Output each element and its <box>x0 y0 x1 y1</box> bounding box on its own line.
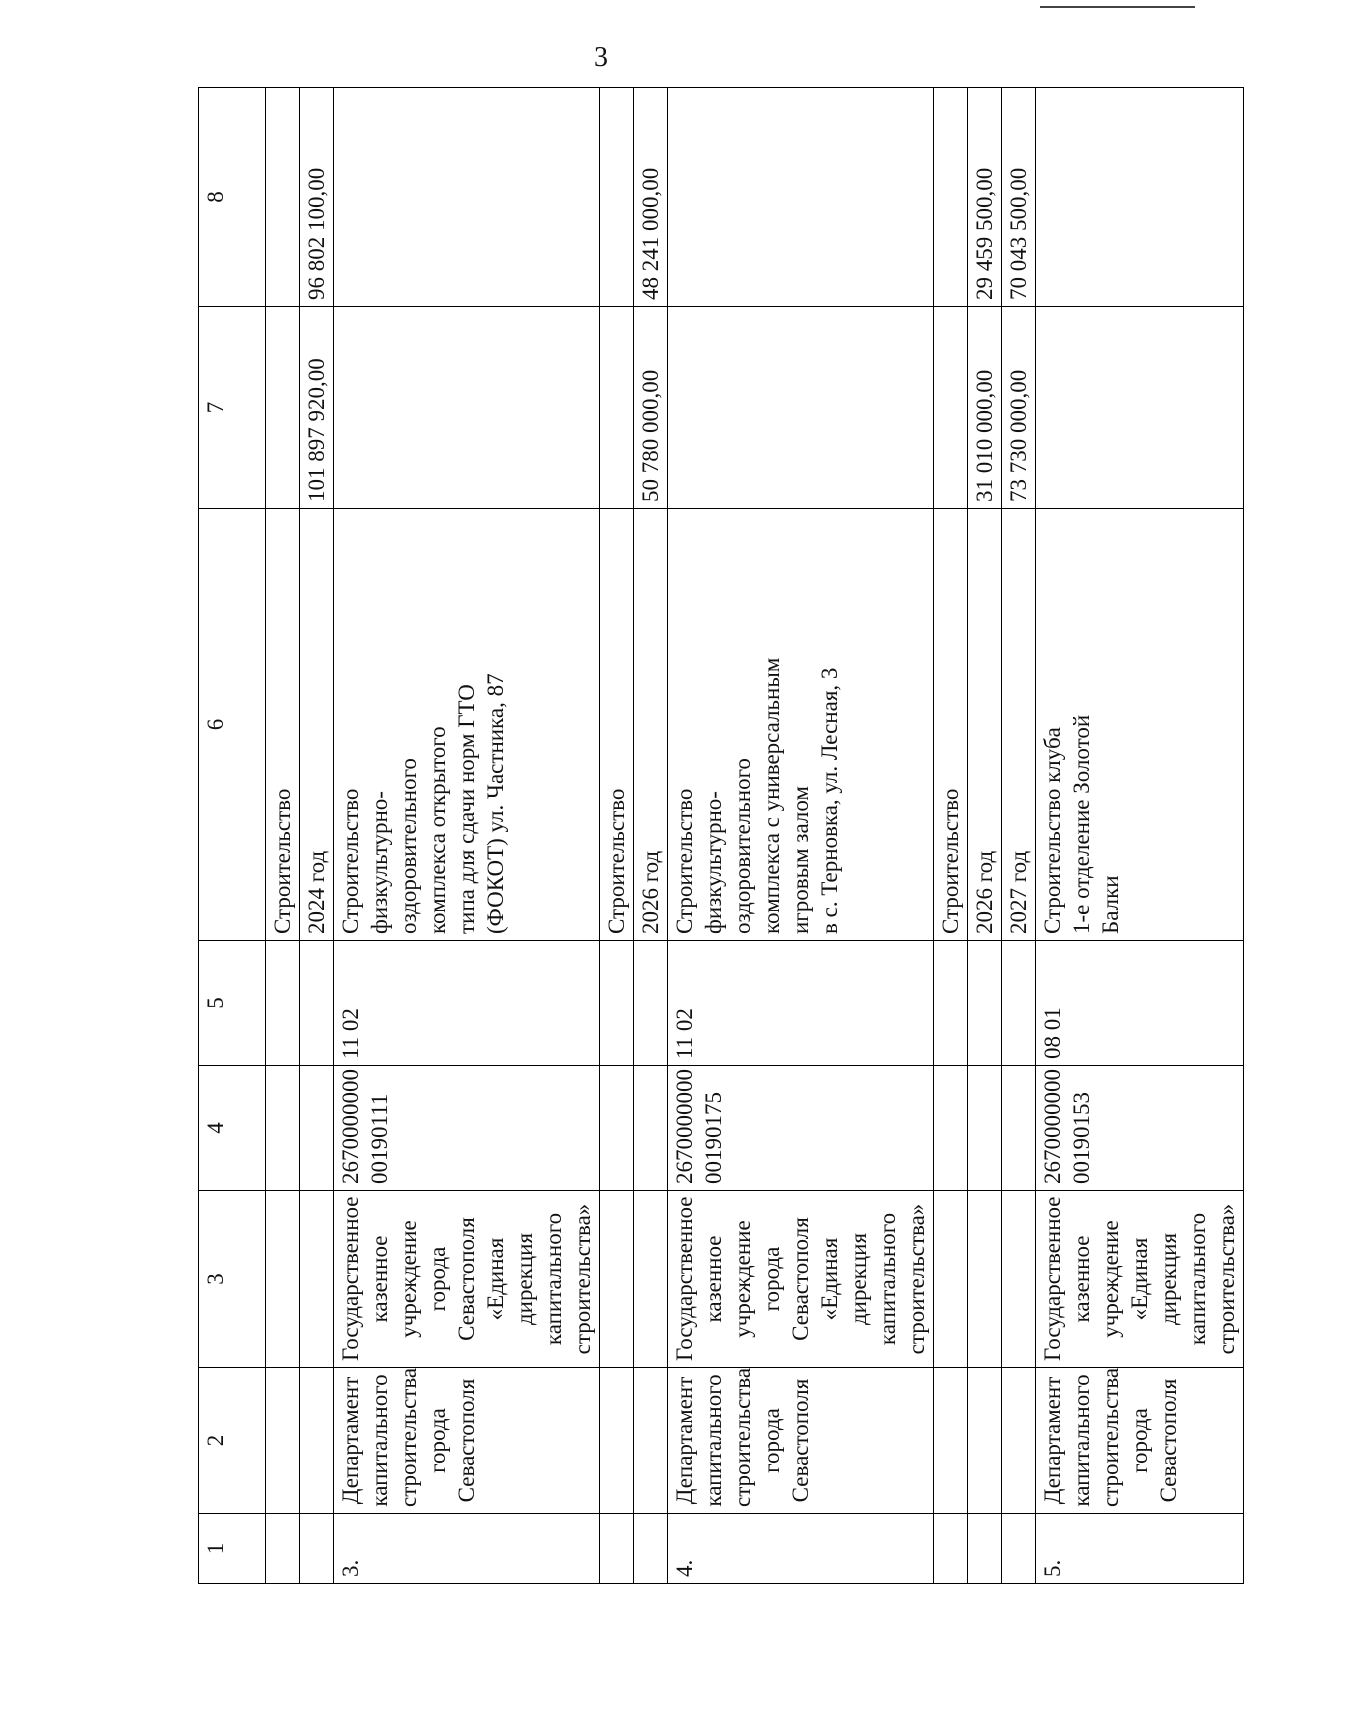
entry-row-3 <box>334 88 600 1584</box>
entry-department: Департамент капитального строительства города Севастополя <box>334 1368 600 1514</box>
entry-code: 2670000000 00190175 <box>668 1066 934 1191</box>
amount-col-8: 70 043 500,00 <box>1002 88 1036 307</box>
header-col-6: 6 <box>199 509 266 941</box>
year-label: 2026 год <box>634 509 668 941</box>
rotated-table-wrapper <box>198 88 1354 1584</box>
table-row <box>300 88 334 1584</box>
entry-row-4 <box>668 88 934 1584</box>
table-row <box>968 88 1002 1584</box>
top-rule <box>1040 6 1195 8</box>
entry-object: Строительство физкультурно- оздоровительного комплекса открытого типа для сдачи норм ГТО (ФОКОТ) ул. Частника, 87 <box>334 509 600 941</box>
table-row <box>600 88 634 1584</box>
entry-section: 08 01 <box>1036 941 1244 1066</box>
amount-col-7: 31 010 000,00 <box>968 307 1002 509</box>
header-col-8: 8 <box>199 88 266 307</box>
entry-row-5 <box>1036 88 1244 1584</box>
amount-col-7: 50 780 000,00 <box>634 307 668 509</box>
year-label: 2024 год <box>300 509 334 941</box>
entry-code: 2670000000 00190111 <box>334 1066 600 1191</box>
entry-code: 2670000000 00190153 <box>1036 1066 1244 1191</box>
entry-section: 11 02 <box>334 941 600 1066</box>
header-col-2: 2 <box>199 1368 266 1514</box>
header-col-3: 3 <box>199 1191 266 1368</box>
amount-col-7: 73 730 000,00 <box>1002 307 1036 509</box>
entry-department: Департамент капитального строительства города Севастополя <box>668 1368 934 1514</box>
header-row <box>199 88 266 1584</box>
year-label: 2026 год <box>968 509 1002 941</box>
amount-col-8: 48 241 000,00 <box>634 88 668 307</box>
page-number: 3 <box>594 42 608 73</box>
entry-institution: Государственное казенное учреждение «Единая дирекция капитального строительства» <box>1036 1191 1244 1368</box>
entry-department: Департамент капитального строительства города Севастополя <box>1036 1368 1244 1514</box>
table-row <box>934 88 968 1584</box>
header-col-4: 4 <box>199 1066 266 1191</box>
amount-col-8: 96 802 100,00 <box>300 88 334 307</box>
entry-object: Строительство физкультурно- оздоровительного комплекса с универсальным игровым залом в с. Терновка, ул. Лесная, 3 <box>668 509 934 941</box>
stage-label: Строительство <box>266 509 300 941</box>
entry-number: 5. <box>1036 1514 1244 1584</box>
amount-col-7: 101 897 920,00 <box>300 307 334 509</box>
entry-institution: Государственное казенное учреждение города Севастополя «Единая дирекция капитального строительства» <box>668 1191 934 1368</box>
entry-institution: Государственное казенное учреждение города Севастополя «Единая дирекция капитального строительства» <box>334 1191 600 1368</box>
table-row <box>266 88 300 1584</box>
stage-label: Строительство <box>600 509 634 941</box>
table-row <box>634 88 668 1584</box>
header-col-1: 1 <box>199 1514 266 1584</box>
amount-col-8: 29 459 500,00 <box>968 88 1002 307</box>
entry-number: 3. <box>334 1514 600 1584</box>
header-col-5: 5 <box>199 941 266 1066</box>
stage-label: Строительство <box>934 509 968 941</box>
entry-number: 4. <box>668 1514 934 1584</box>
year-label: 2027 год <box>1002 509 1036 941</box>
table-row <box>1002 88 1036 1584</box>
entry-section: 11 02 <box>668 941 934 1066</box>
entry-object: Строительство клуба 1-е отделение Золотой Балки <box>1036 509 1244 941</box>
document-table <box>198 87 1244 1584</box>
header-col-7: 7 <box>199 307 266 509</box>
